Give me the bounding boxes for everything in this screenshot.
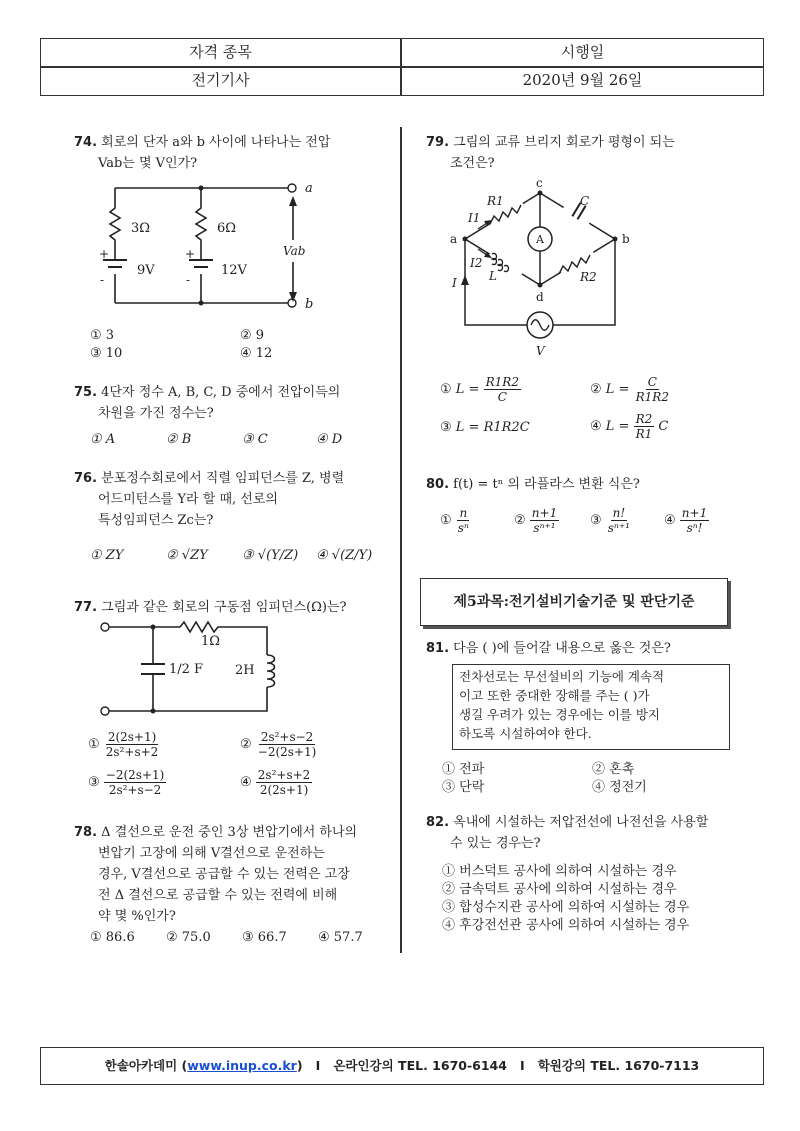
q80-opt2-den: sⁿ⁺¹ [533,521,556,535]
svg-text:+: + [99,247,110,261]
q79-text-line1: 그림의 교류 브리지 회로가 평형이 되는 [453,135,675,150]
q79-i-label: I [452,276,457,290]
q80-opt1-num: n [459,506,468,520]
q79-l-label: L [489,269,497,283]
q79-opt2-num: C [647,375,657,389]
q75-stem [74,382,340,424]
q79-opt1-num: R1R2 [485,375,519,389]
q77-number: 77. [74,600,98,615]
q78-text-line3: 경우, V결선으로 공급할 수 있는 전력은 고장 [98,867,350,882]
q82-stem [426,812,708,854]
footer-academy: 한솔아카데미 ( [104,1058,188,1073]
q78-stem [74,822,357,927]
q79-node-b: b [622,232,630,246]
q74-terminal-a: a [305,181,313,196]
q77-opt3-num: −2(2s+1) [105,768,165,782]
q81-option-1[interactable]: ① 전파 [442,762,485,777]
q77-option-1[interactable]: ① $\frac{2(2s+1)}{\text{2s²+s+2}}$ [88,730,159,759]
q77-circuit-diagram [95,615,285,720]
q74-terminal-b: b [305,297,314,312]
q78-text-line5: 약 몇 %인가? [98,909,176,924]
q74-option-1[interactable]: ① 3 [90,328,115,343]
q81-option-4[interactable]: ④ 정전기 [592,780,647,795]
q74-text-line1: 회로의 단자 a와 b 사이에 나타나는 전압 [101,135,331,150]
q80-number: 80. [426,477,450,492]
q79-option-2[interactable]: ② L = $\frac{C}{R1R2}$ [590,375,669,404]
q79-node-c: c [536,176,543,190]
q77-c-label: 1/2 F [169,662,204,677]
q77-l-label: 2H [235,663,255,678]
q77-opt1-num: 2(2s+1) [107,730,157,744]
q80-text-line1: f(t) = tⁿ 의 라플라스 변환 식은? [453,477,640,492]
q79-number: 79. [426,135,450,150]
q76-text-line3: 특성임피던스 Zc는? [98,513,214,528]
svg-text:-: - [186,273,191,287]
header-col2-label: 시행일 [560,43,605,61]
q81-passage-line2: 이고 또한 중대한 장해를 주는 ( )가 [459,688,650,703]
q82-option-3[interactable]: ③ 합성수지관 공사에 의하여 시설하는 경우 [442,900,690,915]
q74-option-2[interactable]: ② 9 [240,328,265,343]
q78-option-2[interactable]: ② 75.0 [166,930,211,945]
q80-stem [426,474,640,495]
q82-option-4[interactable]: ④ 후강전선관 공사에 의하여 시설하는 경우 [442,918,690,933]
header-table [40,38,764,96]
q76-stem [74,468,344,531]
q75-option-1[interactable]: ① A [90,432,116,447]
q77-opt2-den: −2(2s+1) [257,745,317,759]
q79-bridge-circuit-diagram [440,175,640,360]
q76-option-2[interactable]: ② √ZY [166,548,208,563]
footer-website-link[interactable]: www.inup.co.kr [187,1058,297,1073]
q79-opt1-den: C [497,390,507,404]
q81-passage-line1: 전차선로는 무선설비의 기능에 계속적 [459,669,665,684]
svg-text:-: - [100,273,105,287]
q79-r1-label: R1 [487,194,504,208]
q77-r-label: 1Ω [201,634,221,649]
q78-option-4[interactable]: ④ 57.7 [318,930,363,945]
q75-number: 75. [74,385,98,400]
q79-option-4[interactable]: ④ L = $\frac{R2}{R1}$ C [590,412,669,441]
q78-text-line2: 변압기 고장에 의해 V결선으로 운전하는 [98,846,325,861]
q74-stem [74,132,330,174]
q77-opt4-den: 2(2s+1) [259,783,309,797]
q74-v1-label: 9V [137,263,155,278]
q79-c-label: C [580,194,590,208]
q75-option-2[interactable]: ② B [166,432,192,447]
q81-number: 81. [426,641,450,656]
q79-text-line2: 조건은? [450,156,495,171]
q80-opt3-num: n! [612,506,626,520]
q79-node-a: a [450,232,458,246]
q77-opt2-num: 2s²+s−2 [260,730,314,744]
column-divider [400,127,402,953]
q80-option-1[interactable]: ① $\frac{n}{\text{sⁿ}}$ [440,506,469,535]
q78-number: 78. [74,825,98,840]
header-subject: 전기기사 [191,71,250,89]
q74-r1-label: 3Ω [131,221,151,236]
header-date: 2020년 9월 26일 [522,71,643,89]
section-5-heading: 제5과목:전기설비기술기준 및 판단기준 [420,578,728,626]
q79-opt4-den: R1 [635,427,653,441]
q80-option-2[interactable]: ② $\frac{n+1}{\text{sⁿ⁺¹}}$ [514,506,558,535]
q76-option-1[interactable]: ① ZY [90,548,124,563]
q75-text-line2: 차원을 가진 정수는? [98,406,214,421]
q78-text-line1: Δ 결선으로 운전 중인 3상 변압기에서 하나의 [101,825,358,840]
q82-number: 82. [426,815,450,830]
q81-passage-box [452,664,730,750]
q74-option-3[interactable]: ③ 10 [90,346,123,361]
q74-circuit-diagram [95,178,335,313]
q81-option-2[interactable]: ② 혼촉 [592,762,635,777]
q82-text-line1: 옥내에 시설하는 저압전선에 나전선을 사용할 [453,815,709,830]
q74-r2-label: 6Ω [217,221,237,236]
q77-opt3-den: 2s²+s−2 [108,783,162,797]
q81-passage-line4: 하도록 시설하여야 한다. [459,726,592,741]
q79-option-3[interactable]: ③ L = R1R2C [440,420,530,435]
q79-r2-label: R2 [580,270,597,284]
footer-contact: ) I 온라인강의 TEL. 1670-6144 I 학원강의 TEL. 1670-7113 [296,1058,700,1073]
q80-opt2-num: n+1 [531,506,558,520]
q80-opt3-den: sⁿ⁺¹ [607,521,630,535]
q79-opt2-den: R1R2 [635,390,669,404]
q82-text-line2: 수 있는 경우는? [450,836,541,851]
q75-text-line1: 4단자 정수 A, B, C, D 중에서 전압이득의 [101,385,341,400]
q80-opt1-den: sⁿ [457,521,469,535]
q75-option-4[interactable]: ④ D [316,432,343,447]
q78-option-3[interactable]: ③ 66.7 [242,930,287,945]
q81-text-line1: 다음 ( )에 들어갈 내용으로 옳은 것은? [453,641,671,656]
q74-vab-label: Vab [283,244,306,258]
q78-option-1[interactable]: ① 86.6 [90,930,135,945]
q81-option-3[interactable]: ③ 단락 [442,780,485,795]
q76-option-3[interactable]: ③ √(Y/Z) [242,548,299,563]
q79-i1-label: I1 [468,211,481,225]
q79-stem [426,132,675,174]
q74-number: 74. [74,135,98,150]
q82-option-2[interactable]: ② 금속덕트 공사에 의하여 시설하는 경우 [442,882,677,897]
q79-opt4-num: R2 [635,412,653,426]
q77-option-4[interactable]: ④ $\frac{\text{2s²+s+2}}{2(2s+1)}$ [240,768,311,797]
q81-passage-line3: 생길 우려가 있는 경우에는 이를 방지 [459,707,660,722]
q81-stem [426,638,671,659]
q79-node-d: d [536,290,544,304]
q77-option-2[interactable]: ② $\frac{\text{2s²+s−2}}{-2(2s+1)}$ [240,730,317,759]
q74-v2-label: 12V [221,263,247,278]
q77-text-line1: 그림과 같은 회로의 구동점 임피던스(Ω)는? [101,600,347,615]
q76-option-4[interactable]: ④ √(Z/Y) [316,548,373,563]
q76-number: 76. [74,471,98,486]
q76-text-line2: 어드미턴스를 Y라 할 때, 선로의 [98,492,278,507]
header-col1-label: 자격 종목 [189,43,252,61]
q80-option-4[interactable]: ④ $\frac{n+1}{\text{sⁿ!}}$ [664,506,708,535]
q80-opt4-num: n+1 [681,506,708,520]
q77-opt1-den: 2s²+s+2 [105,745,159,759]
q78-text-line4: 전 Δ 결선으로 공급할 수 있는 전력에 비해 [98,888,338,903]
q82-option-1[interactable]: ① 버스덕트 공사에 의하여 시설하는 경우 [442,864,677,879]
q76-text-line1: 분포정수회로에서 직렬 임피던스를 Z, 병렬 [101,471,345,486]
q79-option-1[interactable]: ① L = $\frac{R1R2}{C}$ [440,375,519,404]
svg-text:+: + [185,247,196,261]
q79-v-label: V [536,344,545,358]
q80-option-3[interactable]: ③ $\frac{n!}{\text{sⁿ⁺¹}}$ [590,506,630,535]
footer-bar [40,1047,764,1085]
q75-option-3[interactable]: ③ C [242,432,268,447]
q74-option-4[interactable]: ④ 12 [240,346,273,361]
q80-opt4-den: sⁿ! [686,521,703,535]
q77-opt4-num: 2s²+s+2 [257,768,311,782]
q74-text-line2: Vab는 몇 V인가? [98,156,198,171]
q77-option-3[interactable]: ③ $\frac{-2(2s+1)}{\text{2s²+s−2}}$ [88,768,165,797]
q79-ammeter-label: A [536,233,544,246]
q79-i2-label: I2 [470,256,483,270]
